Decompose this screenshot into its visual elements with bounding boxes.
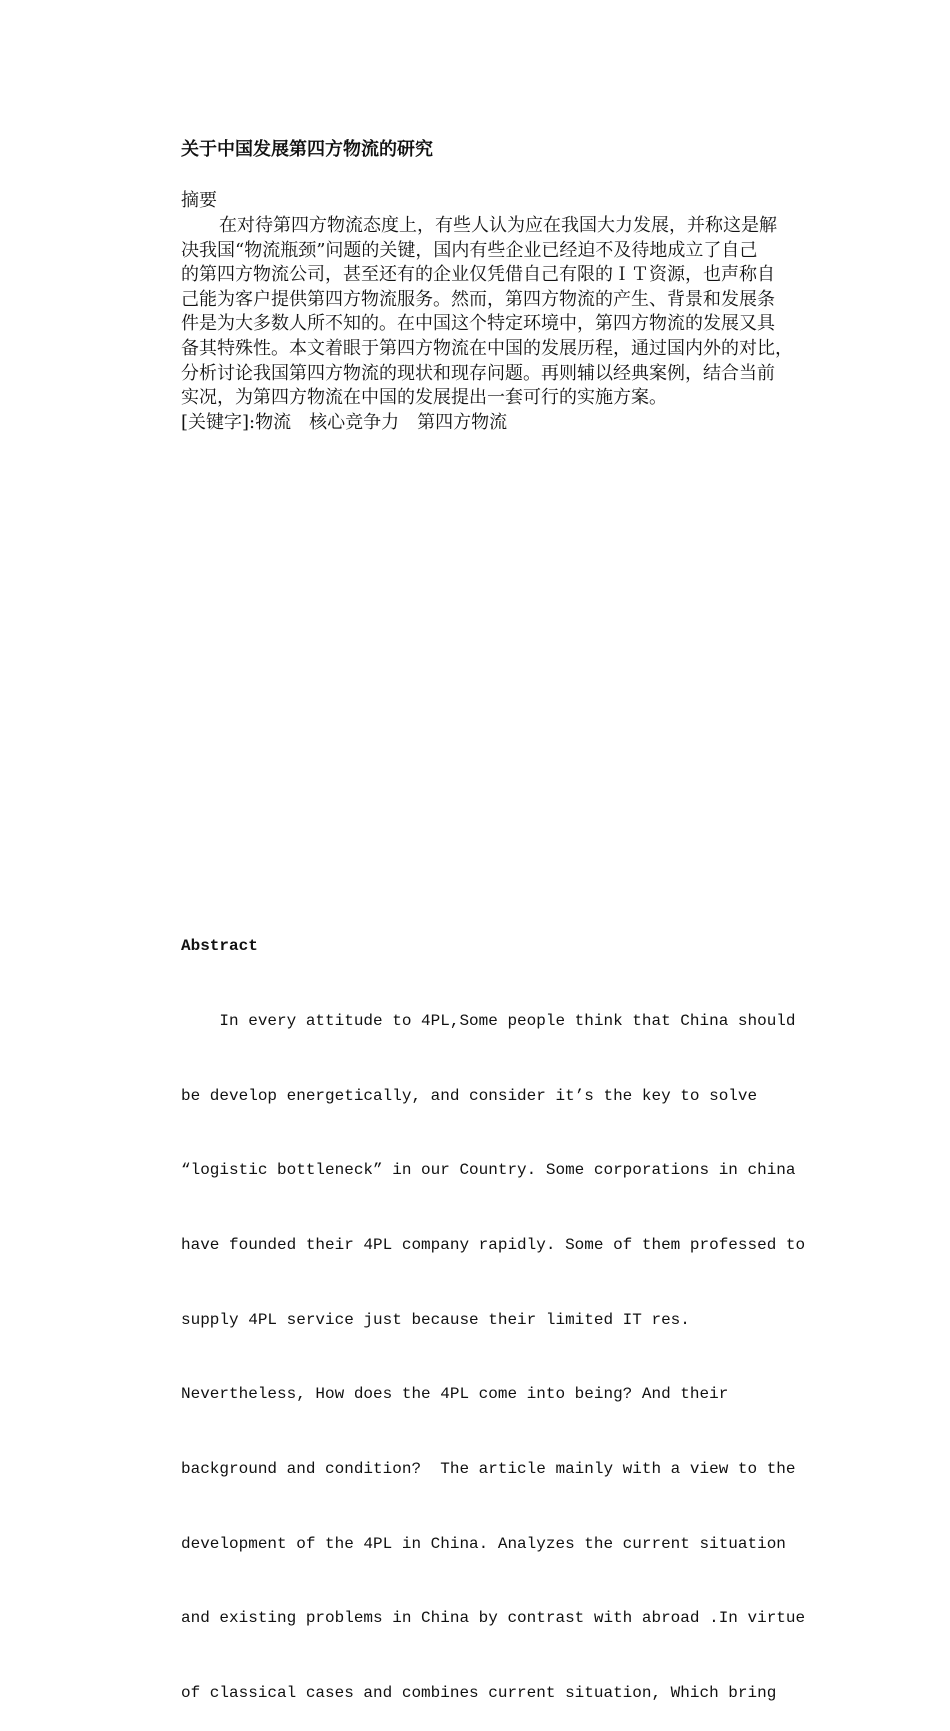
keywords-separator: : (249, 412, 256, 433)
keyword-item: 第四方物流 (417, 412, 508, 433)
keyword-item: 核心竞争力 (309, 412, 400, 433)
abstract-heading-cn: 摘要 (181, 190, 217, 211)
keywords-label: [关键字] (181, 412, 250, 433)
page-title: 关于中国发展第四方物流的研究 (181, 139, 433, 160)
abstract-line-cn: 分析讨论我国第四方物流的现状和现存问题。再则辅以经典案例，结合当前 (181, 362, 775, 384)
abstract-line-en: have founded their 4PL company rapidly. Some of them professed to (181, 1235, 806, 1254)
abstract-heading-en: Abstract (181, 937, 258, 955)
abstract-line-en: In every attitude to 4PL,Some people think that China should (181, 1011, 796, 1030)
abstract-line-en: supply 4PL service just because their limited IT res. (181, 1310, 690, 1329)
abstract-body-cn (181, 214, 793, 411)
abstract-body-en (181, 959, 805, 1731)
abstract-line-cn: 己能为客户提供第四方物流服务。然而，第四方物流的产生、背景和发展条 (181, 288, 775, 310)
abstract-line-en: background and condition? The article mainly with a view to the (181, 1460, 796, 1479)
abstract-line-en: Nevertheless, How does the 4PL come into being? And their (181, 1385, 729, 1404)
abstract-line-cn: 备其特殊性。本文着眼于第四方物流在中国的发展历程，通过国内外的对比， (181, 337, 793, 359)
abstract-line-cn: 实况，为第四方物流在中国的发展提出一套可行的实施方案。 (181, 387, 667, 409)
keywords-line (181, 411, 507, 436)
abstract-line-en: be develop energetically, and consider it’s the key to solve (181, 1086, 758, 1105)
abstract-line-cn: 在对待第四方物流态度上，有些人认为应在我国大力发展，并称这是解 (219, 215, 777, 236)
abstract-line-cn: 件是为大多数人所不知的。在中国这个特定环境中，第四方物流的发展又具 (181, 313, 775, 335)
abstract-line-en: and existing problems in China by contrast with abroad .In virtue (181, 1609, 806, 1628)
abstract-line-cn: 的第四方物流公司，甚至还有的企业仅凭借自己有限的ＩＴ资源，也声称自 (181, 264, 775, 286)
abstract-line-en: “logistic bottleneck” in our Country. Some corporations in china (181, 1161, 796, 1180)
abstract-line-cn: 决我国“物流瓶颈”问题的关键，国内有些企业已经迫不及待地成立了自己 (181, 239, 758, 261)
abstract-line-en: development of the 4PL in China. Analyzes the current situation (181, 1534, 786, 1553)
keyword-item: 物流 (255, 412, 292, 433)
abstract-line-en: of classical cases and combines current situation, Which bring (181, 1684, 777, 1703)
